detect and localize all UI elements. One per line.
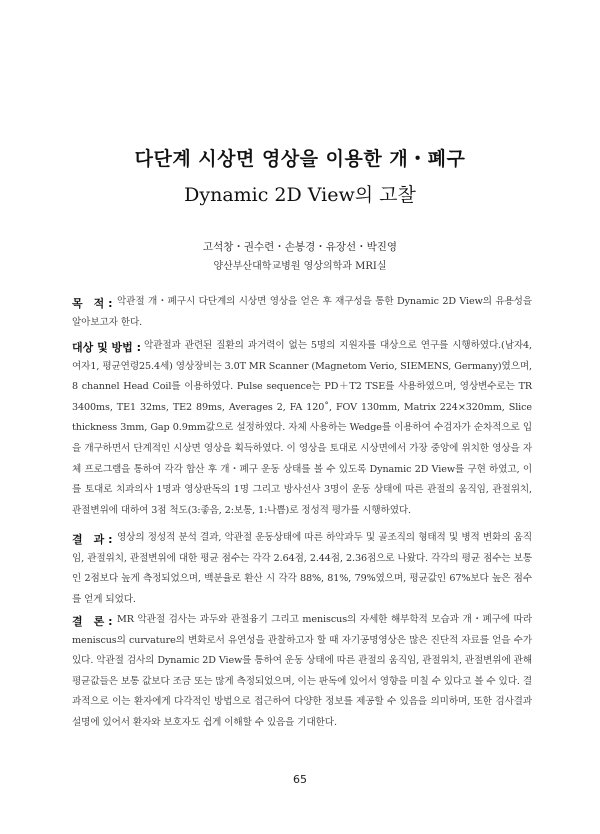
- section-methods: [72, 336, 532, 521]
- section-conclusion: [72, 610, 532, 734]
- section-text-results: 영상의 정성적 분석 결과, 악관절 운동상태에 따른 하악과두 및 골조직의 형태적 및 병적 변화의 움직임, 관절위치, 관절변위에 대한 평균 점수는 각각 2.64점, 2.44점, 2.36점으로 나왔다. 각각의 평균 점수는 보통인 2점보다 높게 측정되었으며, 백분율로 환산 시 각각 88%, 81%, 79%였으며, 평균값인 67%보다 높은 점수를 얻게 되었다.: [72, 532, 532, 605]
- page-number: 65: [293, 773, 307, 786]
- section-text-purpose: 악관절 개・폐구시 다단계의 시상면 영상을 얻은 후 재구성을 통한 Dynamic 2D View의 유용성을 알아보고자 한다.: [72, 296, 532, 328]
- section-text-conclusion: MR 악관절 검사는 과두와 관절융기 그리고 meniscus의 자세한 해부학적 모습과 개・폐구에 따라 meniscus의 curvature의 변화로서 유연성을 관찰하고자 할 때 자기공명영상은 많은 진단적 자료를 얻을 수가 있다. 악관절 검사의 Dynamic 2D View를 통하여 운동 상태에 따른 관절의 움직임, 관절위치, 관절변위에 관해 평균값들은 보통 값보다 조금 또는 많게 측정되었으며, 이는 판독에 있어서 영향을 미칠 수 있다고 볼 수 있다. 결과적으로 이는 환자에게 다각적인 방법으로 접근하여 다양한 정보를 제공할 수 있음을 의미하며, 또한 검사결과 설명에 있어서 환자와 보호자도 쉽게 이해할 수 있음을 기대한다.: [72, 614, 532, 728]
- section-text-methods: 악관절과 관련된 질환의 과거력이 없는 5명의 지원자를 대상으로 연구를 시행하였다.(남자4, 여자1, 평균연령25.4세) 영상장비는 3.0T MR Scanner (Magnetom Verio, SIEMENS, Germany)였으며, 8 channel Head Coil를 이용하였다. Pulse sequence는 PD＋T2 TSE를 사용하였으며, 영상변수로는 TR 3400ms, TE1 32ms, TE2 89ms, Averages 2, FA 120˚, FOV 130mm, Matrix 224×320mm, Slice thickness 3mm, Gap 0.9mm값으로 설정하였다. 자체 사용하는 Wedge를 이용하여 수검자가 순차적으로 입을 개구하면서 단계적인 시상면 영상을 획득하였다. 이 영상을 토대로 시상면에서 가장 중앙에 위치한 영상을 자체 프로그램을 통하여 각각 합산 후 개・폐구 운동 상태를 볼 수 있도록 Dynamic 2D View를 구현 하였고, 이를 토대로 치과의사 1명과 영상판독의 1명 그리고 방사선사 3명이 운동 상태에 따른 관절의 움직임, 관절위치, 관절변위에 대하여 3점 척도(3:좋음, 2:보통, 1:나쁨)로 정성적 평가를 시행하였다.: [72, 340, 532, 516]
- section-label-results: 결 과 :: [72, 533, 113, 546]
- section-label-purpose: 목 적 :: [72, 297, 113, 310]
- section-results: [72, 528, 532, 610]
- author-list: 고석창・권수련・손봉경・유장선・박진영: [202, 241, 398, 253]
- section-label-methods: 대상 및 방법 :: [72, 341, 142, 354]
- section-label-conclusion: 결 론 :: [72, 615, 113, 628]
- affiliation: 양산부산대학교병원 영상의학과 MRI실: [213, 261, 387, 272]
- paper-title: 다단계 시상면 영상을 이용한 개・폐구: [134, 148, 466, 170]
- paper-subtitle: Dynamic 2D View의 고찰: [184, 184, 416, 206]
- section-purpose: [72, 292, 532, 333]
